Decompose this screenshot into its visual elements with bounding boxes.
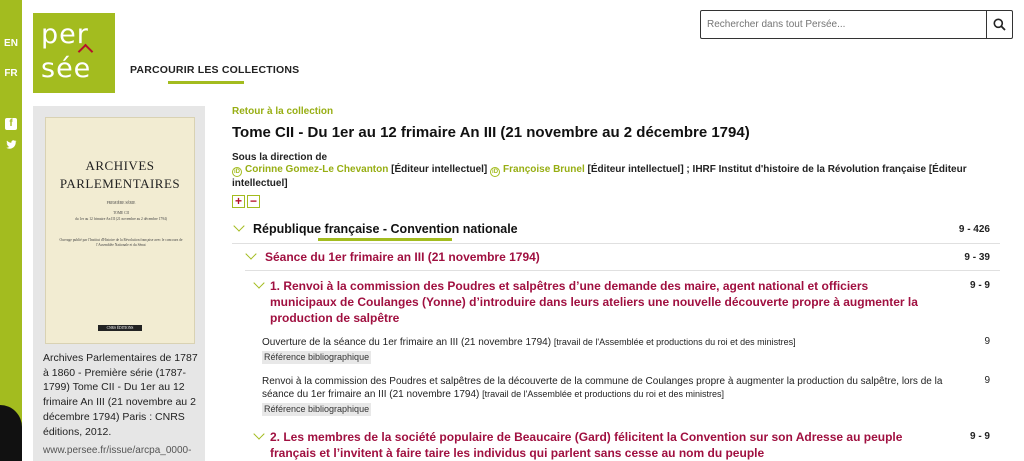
language-sidebar — [0, 0, 22, 461]
twitter-icon[interactable] — [5, 140, 17, 152]
issue-info-panel — [33, 106, 205, 461]
toc-seance-pages: 9 - 39 — [964, 252, 990, 263]
toc-entry — [262, 375, 972, 416]
toc-item-2-pages: 9 - 9 — [969, 431, 990, 442]
facebook-icon[interactable]: f — [5, 118, 17, 130]
toc-section-pages: 9 - 426 — [958, 224, 990, 235]
editor-role-2: [Éditeur intellectuel] ; IHRF Institut d'histoire de la Révolution française [Éditeur intellectuel] — [232, 164, 967, 189]
direction-label: Sous la direction de — [232, 152, 328, 163]
page-title: Tome CII - Du 1er au 12 frimaire An III (21 novembre au 2 décembre 1794) — [232, 124, 750, 141]
orcid-icon: iD — [234, 169, 240, 175]
orcid-icon: iD — [492, 169, 499, 175]
chevron-down-icon[interactable] — [245, 248, 256, 259]
bibliographic-reference-button[interactable]: Référence bibliographique — [264, 352, 370, 362]
chevron-down-icon[interactable] — [253, 428, 264, 439]
bibliographic-reference-button[interactable]: Référence bibliographique — [264, 404, 370, 414]
lang-fr-link[interactable]: FR — [4, 68, 18, 79]
book-cover-image — [45, 117, 195, 344]
editors-list — [232, 163, 972, 190]
toc-item-1-pages: 9 - 9 — [969, 280, 990, 291]
toc-entry — [262, 336, 972, 364]
search-icon — [993, 18, 1006, 31]
sidebar-bottom-decoration — [0, 405, 22, 461]
persee-logo[interactable] — [33, 13, 115, 93]
cover-publisher-badge: CNRS ÉDITIONS — [98, 325, 142, 331]
cover-tome: TOME CII — [113, 211, 129, 215]
cover-note: Ouvrage publié par l'Institut d'Histoire de la Révolution française avec le concours de l'Assemblée Nationale et du Sénat — [59, 238, 183, 248]
logo-line2: sée — [41, 53, 92, 84]
search-box — [700, 10, 1013, 39]
editor-link-2[interactable]: Françoise Brunel — [503, 164, 585, 175]
search-input[interactable] — [701, 11, 986, 38]
toc-toggle-group — [232, 195, 260, 208]
editor-role-1: [Éditeur intellectuel] — [391, 164, 488, 175]
toc-item-2-title[interactable]: 2. Les membres de la société populaire de Beaucaire (Gard) félicitent la Convention sur son Adresse au peuple français et l’invitent à faire taire les individus qui parlent sans cesse au nom du peuple — [270, 430, 903, 460]
toc-section-title[interactable]: République française - Convention nationale — [253, 222, 518, 236]
issue-description: Archives Parlementaires de 1787 à 1860 - Première série (1787-1799) Tome CII - Du 1er au 12 frimaire An III (21 novembre au 2 décembre 1794) Paris : CNRS éditions, 2012. — [43, 352, 198, 438]
entry-title-link[interactable]: Ouverture de la séance du 1er frimaire an III (21 novembre 1794) — [262, 337, 552, 348]
entry-title-link[interactable]: Renvoi à la commission des Poudres et salpêtres de la découverte de la commune de Coulanges propre à augmenter la production du salpêtre, lors de la séance du 1er frimaire an III (21 novembre 1794) — [262, 376, 943, 400]
search-button[interactable] — [986, 11, 1012, 38]
nav-active-underline — [168, 81, 244, 84]
editor-link-1[interactable]: Corinne Gomez-Le Chevanton — [245, 164, 389, 175]
entry-meta: [travail de l'Assemblée et productions du roi et des ministres] — [482, 389, 724, 399]
cover-series: PREMIÈRE SÉRIE — [106, 201, 136, 205]
cover-subtitle: du 1er au 12 frimaire An III (21 novembre au 2 décembre 1794) — [74, 217, 167, 221]
nav-browse-collections[interactable]: PARCOURIR LES COLLECTIONS — [130, 64, 300, 76]
divider — [245, 270, 1000, 271]
entry-meta: [travail de l'Assemblée et productions du roi et des ministres] — [553, 337, 796, 347]
toc-seance-title[interactable]: Séance du 1er frimaire an III (21 novembre 1794) — [265, 250, 540, 264]
back-to-collection-link[interactable]: Retour à la collection — [232, 106, 334, 117]
cover-title-line1: ARCHIVES — [85, 158, 155, 173]
toc-item-1-title[interactable]: 1. Renvoi à la commission des Poudres et salpêtres d’une demande des maire, agent national et officiers municipaux de Coulanges (Yonne) d’introduire dans leurs ateliers une nouvelle découverte propre à augmenter la production de salpêtre — [270, 279, 918, 325]
entry-pages: 9 — [984, 375, 990, 386]
lang-en-link[interactable]: EN — [4, 38, 18, 49]
chevron-down-icon[interactable] — [253, 277, 264, 288]
logo-line1: per — [41, 19, 89, 50]
issue-url[interactable]: www.persee.fr/issue/arcpa_0000- — [43, 445, 192, 456]
section-underline — [318, 238, 452, 241]
entry-pages: 9 — [984, 336, 990, 347]
divider — [232, 243, 1000, 244]
chevron-down-icon[interactable] — [233, 220, 244, 231]
expand-all-button[interactable]: + — [232, 195, 245, 208]
collapse-all-button[interactable]: − — [247, 195, 260, 208]
cover-title-line2: PARLEMENTAIRES — [59, 176, 181, 191]
